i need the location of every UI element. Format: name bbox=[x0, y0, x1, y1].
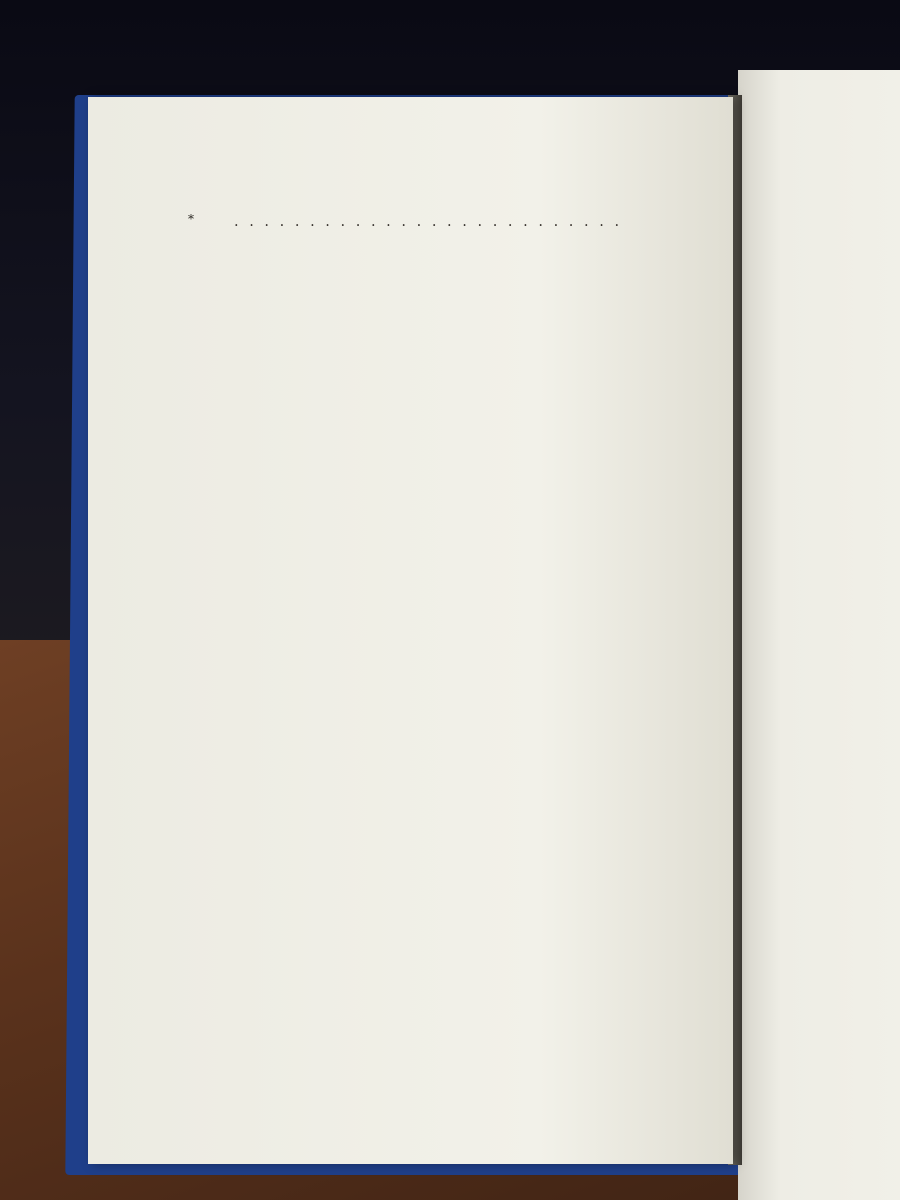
leader-dots bbox=[234, 212, 621, 233]
asterisk-mark: * bbox=[188, 212, 194, 226]
toc-entry-continuation bbox=[200, 212, 655, 233]
table-of-contents bbox=[188, 186, 655, 259]
right-page-contents bbox=[756, 180, 900, 206]
right-page bbox=[738, 70, 900, 1200]
